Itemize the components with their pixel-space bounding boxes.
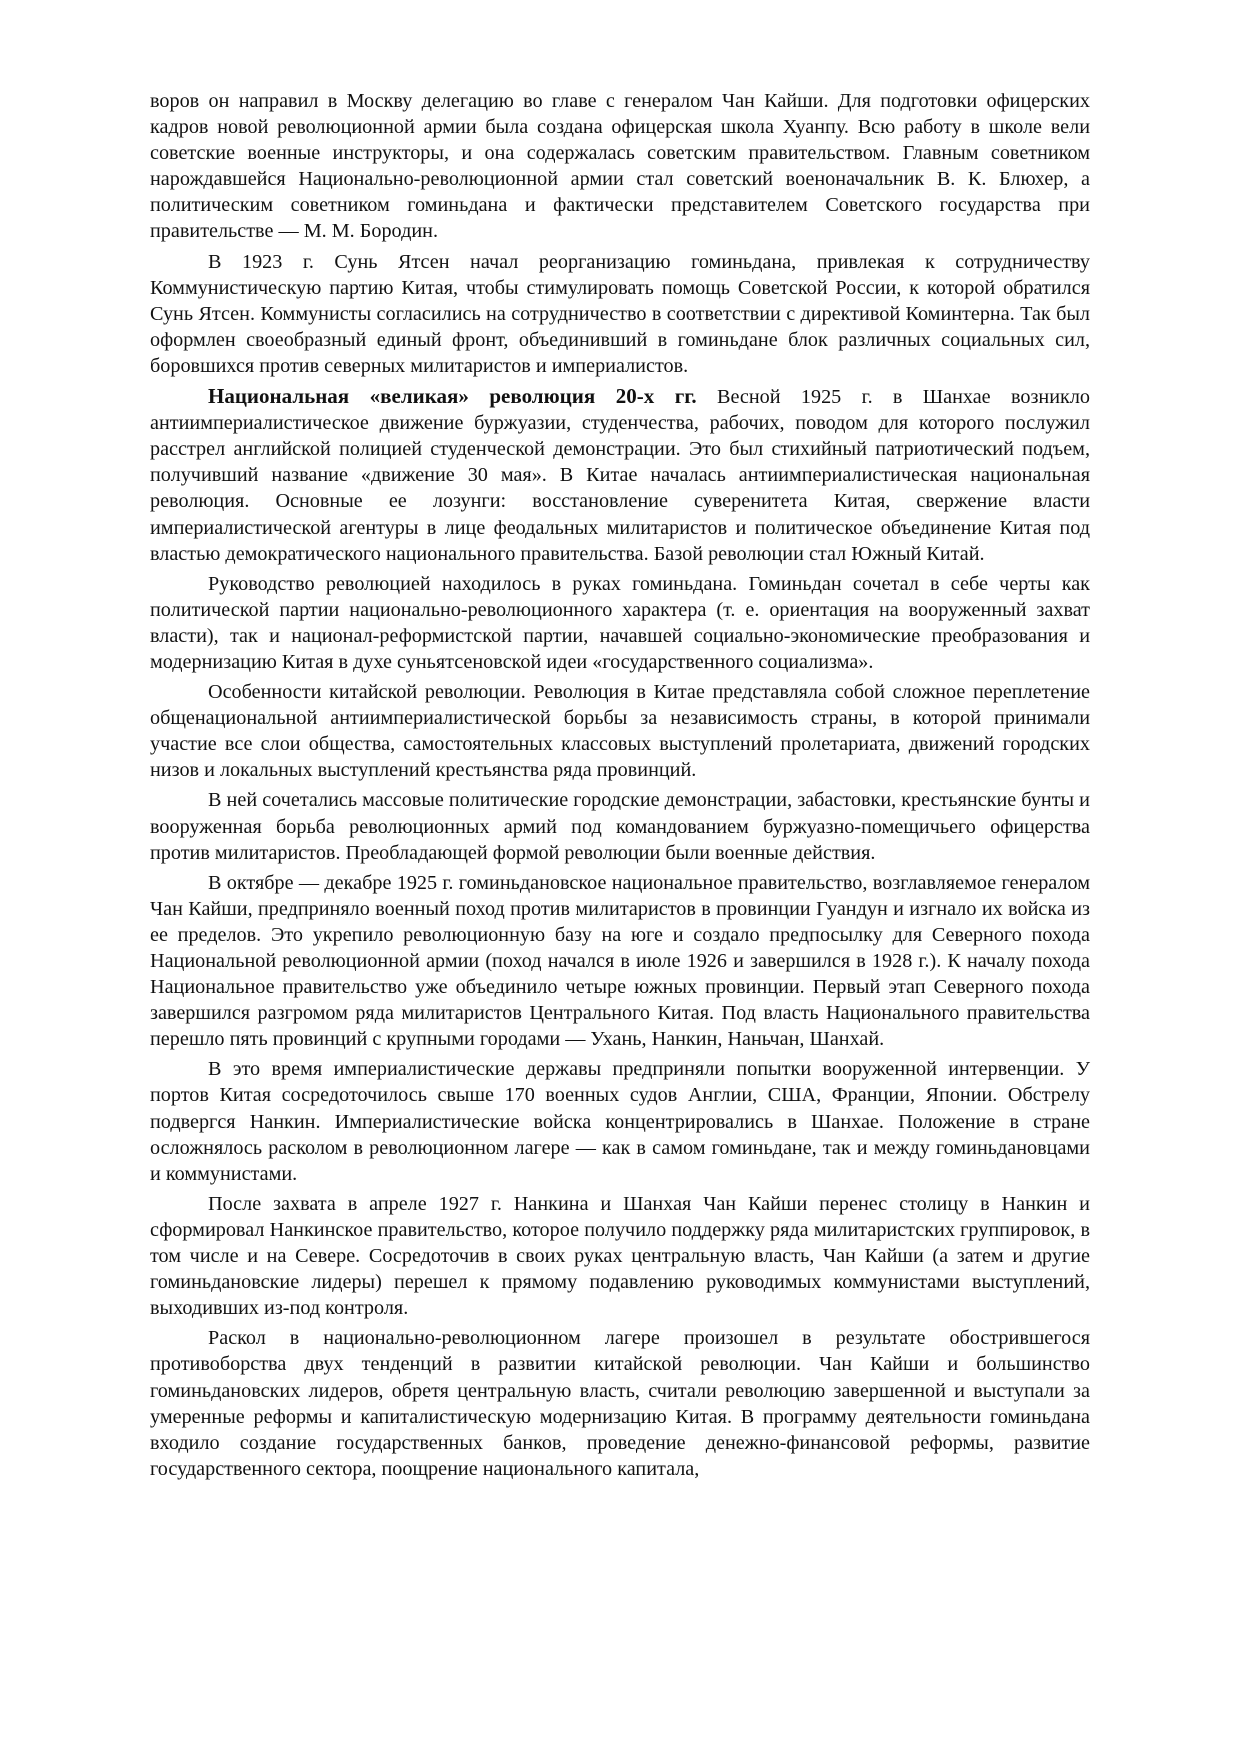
paragraph-text: В это время империалистические державы предприняли попытки вооруженной интервенции. У портов Китая сосредоточилось свыше 170 военных судов Англии, США, Франции, Японии. Обстрелу подвергся Нанкин. Империалистические войска концентрировались в Шанхае. Положение в стране осложнялось расколом в революционном лагере — как в самом гоминьдане, так и между гоминьдановцами и коммунистами.	[150, 1058, 1090, 1185]
section-paragraph	[150, 383, 1090, 567]
paragraph-text: В октябре — декабре 1925 г. гоминьдановское национальное правительство, возглавляемое генералом Чан Кайши, предприняло военный поход против милитаристов в провинции Гуандун и изгнало их войска из ее пределов. Это укрепило революционную базу на юге и создало предпосылку для Северного похода Национальной революционной армии (поход начался в июле 1926 и завершился в 1928 г.). К началу похода Национальное правительство уже объединило четыре южных провинции. Первый этап Северного похода завершился разгромом ряда милитаристов Центрального Китая. Под власть Национального правительства перешло пять провинций с крупными городами — Ухань, Нанкин, Наньчан, Шанхай.	[150, 871, 1090, 1051]
paragraph	[150, 870, 1090, 1053]
paragraph-text: Раскол в национально-революционном лагере произошел в результате обострившегося противоборства двух тенденций в развитии китайской революции. Чан Кайши и большинство гоминьдановских лидеров, обретя центральную власть, считали революцию завершенной и выступали за умеренные реформы и капиталистическую модернизацию Китая. В программу деятельности гоминьдана входило создание государственных банков, проведение денежно-финансовой реформы, развитие государственного сектора, поощрение национального капитала,	[150, 1327, 1090, 1480]
paragraph	[150, 249, 1090, 379]
paragraph	[150, 88, 1090, 245]
paragraph-text: После захвата в апреле 1927 г. Нанкина и Шанхая Чан Кайши перенес столицу в Нанкин и сформировал Нанкинское правительство, которое получило поддержку ряда милитаристских группировок, в том числе и на Севере. Сосредоточив в своих руках центральную власть, Чан Кайши (а затем и другие гоминьдановские лидеры) перешел к прямому подавлению руководимых коммунистами выступлений, выходивших из-под контроля.	[150, 1192, 1090, 1320]
paragraph-text: Руководство революцией находилось в руках гоминьдана. Гоминьдан сочетал в себе черты как политической партии национально-революционного характера (т. е. ориентация на вооруженный захват власти), так и национал-реформистской партии, начавшей социально-экономические преобразования и модернизацию Китая в духе суньятсеновской идеи «государственного социализма».	[150, 572, 1090, 673]
section-heading: Национальная «великая» революция 20-х гг.	[208, 384, 697, 409]
paragraph	[150, 787, 1090, 865]
paragraph	[150, 1191, 1090, 1321]
paragraph	[150, 1325, 1090, 1482]
paragraph-text: Весной 1925 г. в Шанхае возникло антиимпериалистическое движение буржуазии, студенчества, рабочих, поводом для которого послужил расстрел английской полицией студенческой демонстрации. Это был стихийный патриотический подъем, получивший название «движение 30 мая». В Китае началась антиимпериалистическая национальная революция. Основные ее лозунги: восстановление суверенитета Китая, свержение власти империалистической агентуры в лице феодальных милитаристов и политическое объединение Китая под властью демократического национального правительства. Базой революции стал Южный Китай.	[150, 386, 1091, 565]
document-page	[150, 88, 1090, 1486]
paragraph	[150, 679, 1090, 783]
paragraph-text: В 1923 г. Сунь Ятсен начал реорганизацию гоминьдана, привлекая к сотрудничеству Коммунистическую партию Китая, чтобы стимулировать помощь Советской России, к которой обратился Сунь Ятсен. Коммунисты согласились на сотрудничество в соответствии с директивой Коминтерна. Так был оформлен своеобразный единый фронт, объединивший в гоминьдане блок различных социальных сил, боровшихся против северных милитаристов и империалистов.	[150, 250, 1090, 377]
paragraph-text: Особенности китайской революции. Революция в Китае представляла собой сложное переплетение общенациональной антиимпериалистической борьбы за независимость страны, в которой принимали участие все слои общества, самостоятельных классовых выступлений пролетариата, движений городских низов и локальных выступлений крестьянства ряда провинций.	[150, 681, 1090, 782]
paragraph-text: В ней сочетались массовые политические городские демонстрации, забастовки, крестьянские бунты и вооруженная борьба революционных армий под командованием буржуазно-помещичьего офицерства против милитаристов. Преобладающей формой революции были военные действия.	[150, 789, 1090, 864]
paragraph	[150, 571, 1090, 675]
paragraph-text: воров он направил в Москву делегацию во главе с генералом Чан Кайши. Для подготовки офицерских кадров новой революционной армии была создана офицерская школа Хуанпу. Всю работу в школе вели советские военные инструкторы, и она содержалась советским правительством. Главным советником нарождавшейся Национально-революционной армии стал советский военоначальник В. К. Блюхер, а политическим советником гоминьдана и фактически представителем Советского государства при правительстве — М. М. Бородин.	[150, 90, 1090, 243]
paragraph	[150, 1056, 1090, 1186]
